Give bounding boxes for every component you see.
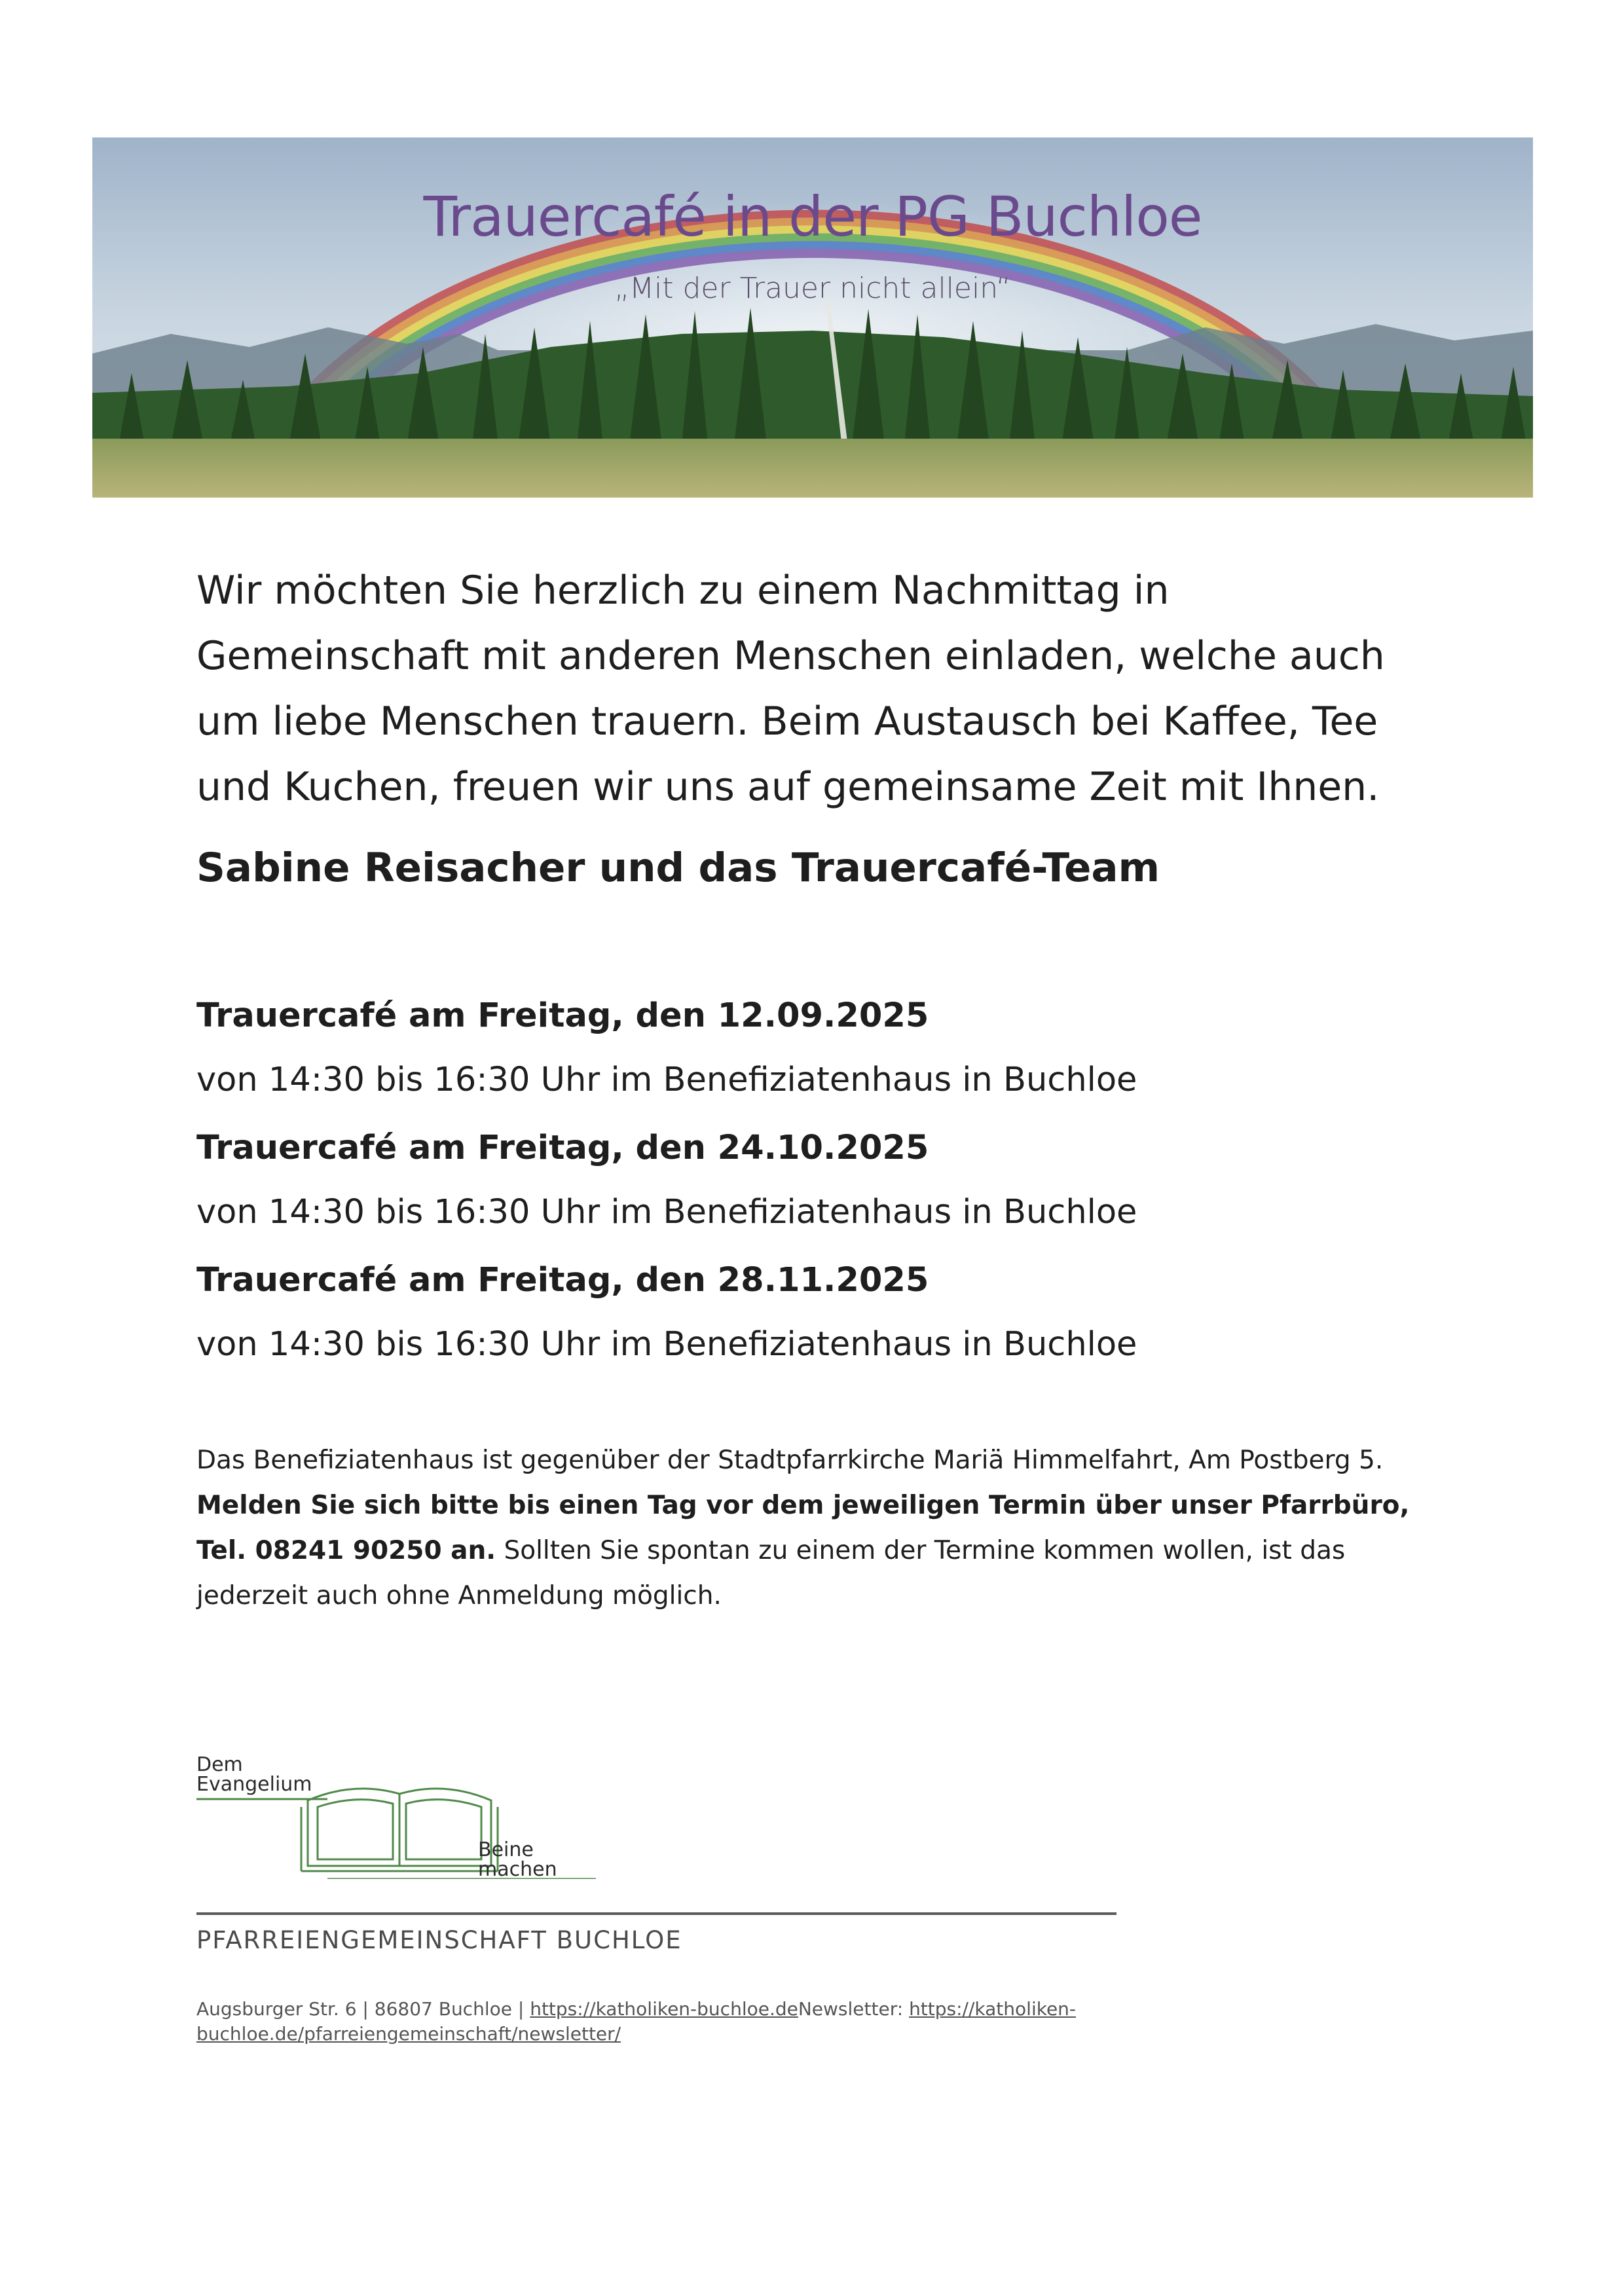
event-title: Trauercafé am Freitag, den 12.09.2025 [196, 996, 929, 1035]
footer-address: Augsburger Str. 6 | 86807 Buchloe | [196, 1998, 530, 2020]
event-time: von 14:30 bis 16:30 Uhr im Benefiziatenhaus in Buchloe [196, 1325, 1137, 1364]
website-link[interactable]: https://katholiken-buchloe.de [530, 1998, 798, 2020]
logo-text-dem: Dem [196, 1753, 243, 1776]
registration-note: Sollten Sie spontan zu einem der Termine kommen wollen, ist das jederzeit auch ohne Anmeldung möglich. [196, 1536, 1346, 1611]
parish-logo [196, 1755, 616, 1879]
logo-text-machen: machen [478, 1858, 557, 1881]
logo-text-evangelium: Evangelium [196, 1773, 312, 1796]
event-time: von 14:30 bis 16:30 Uhr im Benefiziatenhaus in Buchloe [196, 1193, 1137, 1231]
banner-title: Trauercafé in der PG Buchloe [423, 185, 1202, 249]
info-paragraph [196, 1438, 1454, 1618]
header-banner [92, 137, 1533, 498]
newsletter-label: Newsletter: [798, 1998, 910, 2020]
banner-subtitle: „Mit der Trauer nicht allein“ [614, 272, 1011, 305]
event-title: Trauercafé am Freitag, den 28.11.2025 [196, 1261, 929, 1300]
event-time: von 14:30 bis 16:30 Uhr im Benefiziatenhaus in Buchloe [196, 1061, 1137, 1099]
registration-notice: Melden Sie sich bitte bis einen Tag vor dem jeweiligen Termin über unser Pfarrbüro, Tel. 08241 90250 an. [196, 1491, 1410, 1565]
event-title: Trauercafé am Freitag, den 24.10.2025 [196, 1129, 929, 1167]
divider [196, 1912, 1116, 1915]
logo-text-beine: Beine [478, 1838, 534, 1861]
intro-paragraph: Wir möchten Sie herzlich zu einem Nachmittag in Gemeinschaft mit anderen Menschen einladen, welche auch um liebe Menschen trauern. Beim Austausch bei Kaffee, Tee und Kuchen, freuen wir uns auf gemeinsame Zeit mit Ihnen. [196, 568, 1385, 810]
newsletter-link[interactable]: https://katholiken-buchloe.de/pfarreiengemeinschaft/newsletter/ [196, 1998, 1077, 2045]
footer [196, 1997, 1126, 2047]
location-text: Das Benefiziatenhaus ist gegenüber der Stadtpfarrkirche Mariä Himmelfahrt, Am Postberg 5. [196, 1446, 1384, 1475]
signoff: Sabine Reisacher und das Trauercafé-Team [196, 845, 1160, 891]
organization-name: PFARREIENGEMEINSCHAFT BUCHLOE [196, 1926, 682, 1954]
